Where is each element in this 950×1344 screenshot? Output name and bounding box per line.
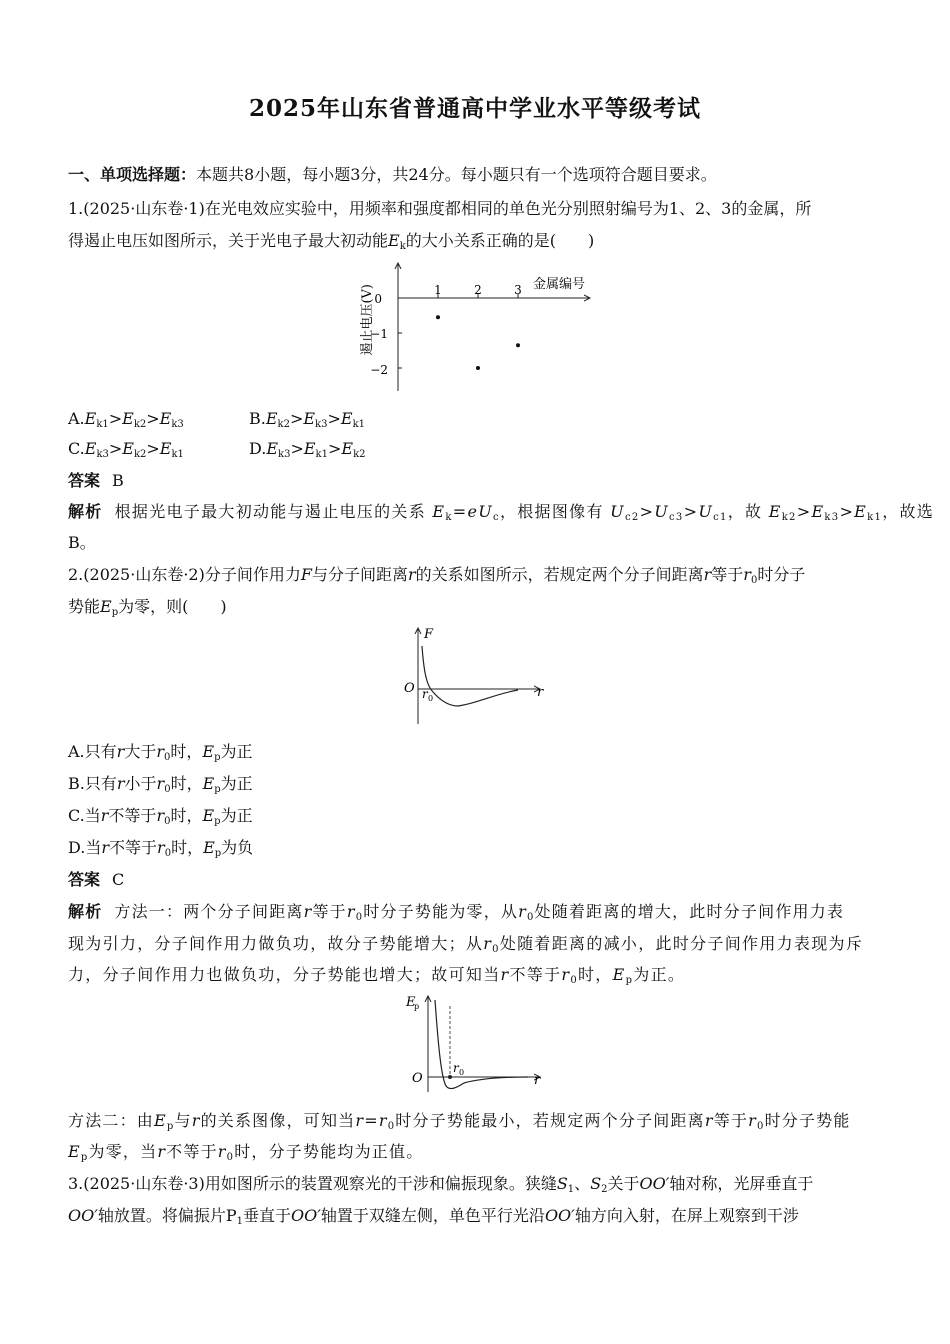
q2-analysis-line-1: 解析 方法一：两个分子间距离r等于$r_0$时分子势能为零，从$r_0$处随着距离的增大，此时分子间作用力表	[68, 902, 845, 923]
q1-stem-line-1: 1.(2025·山东卷·1)在光电效应实验中，用频率和强度都相同的单色光分别照射编号为1、2、3的金属，所	[68, 199, 812, 218]
q1-answer: 答案 B	[68, 471, 124, 490]
q2-r0-label: r	[422, 687, 428, 701]
q2-potential-energy-graph	[398, 992, 548, 1096]
q2-option-d[interactable]: D.当r不等于$r_0$时，$E_p$为负	[68, 838, 254, 859]
q2-force-distance-graph	[400, 624, 550, 728]
q2-stem-line-2: 势能$E_p$为零，则( )	[68, 597, 227, 618]
q2-stem-line-1: 2.(2025·山东卷·2)分子间作用力F与分子间距离r的关系如图所示，若规定两个分子间距离r等于$r_0$时分子	[68, 565, 806, 586]
section-label: 一、单项选择题：	[68, 165, 197, 184]
svg-text:0: 0	[428, 694, 434, 703]
q2-answer: 答案 C	[68, 870, 125, 889]
svg-text:0: 0	[459, 1068, 465, 1077]
q1-option-b[interactable]: $B.E_{k2}>E_{k3}>E_{k1}$	[249, 409, 365, 430]
q1-x-axis-label: 金属编号	[533, 277, 586, 292]
q2-answer-value: C	[112, 870, 125, 889]
q3-stem-line-1: 3.(2025·山东卷·3)用如图所示的装置观察光的干涉和偏振现象。狭缝$S_1$、$S_2$关于OO′轴对称，光屏垂直于	[68, 1174, 814, 1195]
section-desc: 本题共8小题，每小题3分，共24分。每小题只有一个选项符合题目要求。	[196, 165, 717, 184]
q2-analysis-line-3: 力，分子间作用力也做负功，分子势能也增大；故可知当r不等于$r_0$时，$E_p$为正。	[68, 965, 686, 986]
q1-stopping-voltage-chart	[350, 258, 610, 398]
q1-stem-line-2: 得遏止电压如图所示，关于光电子最大初动能$E_k$的大小关系正确的是( )	[68, 231, 595, 252]
q1-data-point-1	[436, 315, 440, 319]
q1-data-point-2	[476, 366, 480, 370]
q2-method2-line-1: 方法二：由$E_p$与r的关系图像，可知当$r=r_0$时分子势能最小，若规定两个分子间距离r等于$r_0$时分子势能	[68, 1111, 851, 1132]
q1-ytick-2: −2	[370, 363, 388, 377]
q1-xtick-2: 2	[474, 283, 482, 297]
q2-r-label-2: r	[534, 1073, 541, 1088]
section-heading	[68, 164, 717, 186]
q2-origin-label: O	[404, 681, 415, 696]
q1-y-axis-label: 遏止电压(V)	[360, 284, 375, 356]
q1-xtick-1: 1	[434, 283, 442, 297]
q1-ytick-1: −1	[370, 327, 388, 341]
page-title: 2025年山东省普通高中学业水平等级考试	[248, 95, 701, 122]
q2-origin-label-2: O	[412, 1071, 423, 1086]
q2-option-b[interactable]: B.只有r小于$r_0$时，$E_p$为正	[68, 774, 253, 795]
q1-option-d[interactable]: $D.E_{k3}>E_{k1}>E_{k2}$	[249, 439, 366, 460]
q1-option-c[interactable]: $C.E_{k3}>E_{k2}>E_{k1}$	[68, 439, 184, 460]
q1-xtick-3: 3	[514, 283, 522, 297]
q2-r0-label-2: r	[453, 1061, 459, 1075]
q1-data-point-3	[516, 343, 520, 347]
q1-option-a[interactable]: $A.E_{k1}>E_{k2}>E_{k3}$	[68, 409, 184, 430]
q2-ep-label: E	[406, 995, 416, 1010]
q2-analysis-line-2: 现为引力，分子间作用力做负功，故分子势能增大；从$r_0$处随着距离的减小，此时分子间作用力表现为斥	[68, 934, 864, 955]
q2-potential-curve	[435, 1000, 528, 1089]
q2-r0-point	[448, 1075, 452, 1079]
q1-analysis: 解析 根据光电子最大初动能与遏止电压的关系 $E_k=eU_c$，根据图像有 $U_{c2}>U_{c3}>U_{c1}$，故 $E_{k2}>E_{k3}>E_{k1}$，故选	[68, 502, 935, 523]
q1-ytick-0: 0	[374, 292, 382, 306]
q2-method2-line-2: $E_p$为零，当r不等于$r_0$时，分子势能均为正值。	[68, 1142, 424, 1163]
q3-stem-line-2: OO′轴放置。将偏振片$P_1$垂直于OO′轴置于双缝左侧，单色平行光沿OO′轴方向入射，在屏上观察到干涉	[68, 1206, 799, 1227]
q2-force-curve	[422, 646, 518, 706]
q1-answer-value: B	[112, 471, 124, 490]
q1-analysis-end: B。	[68, 533, 96, 552]
q2-r-label: r	[537, 685, 544, 700]
q2-option-a[interactable]: A.只有r大于$r_0$时，$E_p$为正	[68, 742, 253, 763]
q2-option-c[interactable]: C.当r不等于$r_0$时，$E_p$为正	[68, 806, 253, 827]
q2-f-label: F	[424, 627, 434, 642]
svg-text:p: p	[414, 1002, 420, 1011]
